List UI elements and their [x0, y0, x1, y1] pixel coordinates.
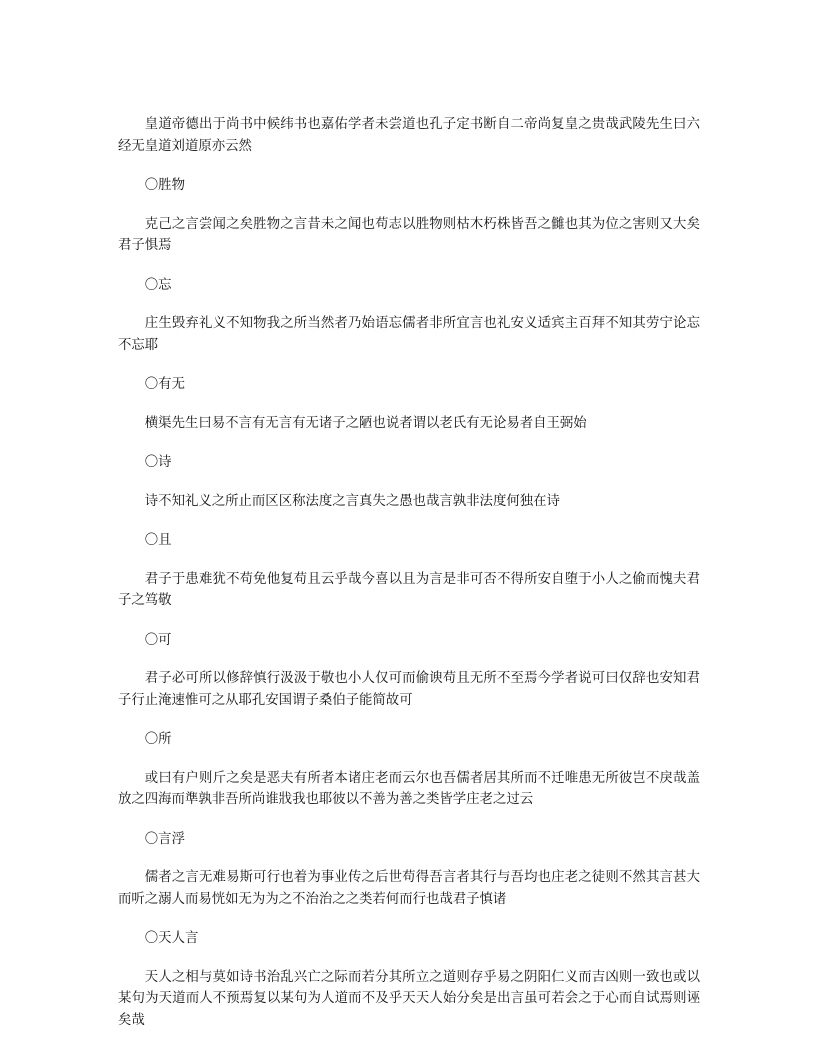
paragraph-suo: 或曰有户则斤之矣是恶夫有所者本诸庄老而云尔也吾儒者居其所而不迁唯患无所彼岂不戾哉盖放之四海而準孰非吾所尚谁戕我也耶彼以不善为善之类皆学庄老之过云	[118, 770, 700, 807]
section-heading-ke: 〇可	[144, 632, 172, 648]
paragraph-tianrenyan: 天人之相与莫如诗书治乱兴亡之际而若分其所立之道则存乎易之阴阳仁义而吉凶则一致也或以某句为天道而人不预焉复以某句为人道而不及乎天天人始分矣是出言虽可若会之于心而自试焉则诬矣哉	[118, 969, 700, 1028]
paragraph-youwu: 横渠先生曰易不言有无言有无诸子之陋也说者谓以老氏有无论易者自王弼始	[144, 415, 587, 431]
section-heading-shengwu: 〇胜物	[144, 178, 185, 193]
section-heading-wang: 〇忘	[144, 277, 172, 293]
section-heading-tianrenyan: 〇天人言	[144, 931, 199, 946]
section-heading-shi: 〇诗	[144, 455, 172, 470]
paragraph-wang: 庄生毁弃礼义不知物我之所当然者乃始语忘儒者非所宜言也礼安义适宾主百拜不知其劳宁论忘不忘耶	[118, 316, 700, 353]
paragraph-yanfu: 儒者之言无难易斯可行也着为事业传之后世苟得吾言者其行与吾均也庄老之徒则不然其言甚大而听之溺人而易恍如无为为之不治治之之类若何而行也哉君子慎诸	[118, 870, 700, 907]
section-heading-qie: 〇且	[144, 533, 172, 548]
section-heading-youwu: 〇有无	[144, 377, 185, 392]
document-body	[118, 114, 700, 1031]
paragraph-qie: 君子于患难犹不苟免他复苟且云乎哉今喜以且为言是非可否不得所安自堕于小人之偷而愧夫君子之笃敬	[118, 571, 700, 608]
paragraph-ke: 君子必可所以修辞慎行汲汲于敬也小人仅可而偷谀苟且无所不至焉今学者说可曰仅辞也安知君子行止淹速惟可之从耶孔安国谓子桑伯子能简故可	[118, 671, 700, 708]
paragraph-huangdao: 皇道帝德出于尚书中候纬书也嘉佑学者未尝道也孔子定书断自二帝尚复皇之贵哉武陵先生曰六经无皇道刘道原亦云然	[118, 117, 700, 154]
section-heading-yanfu: 〇言浮	[144, 831, 185, 847]
paragraph-shi: 诗不知礼义之所止而区区称法度之言真失之愚也哉言孰非法度何独在诗	[144, 493, 560, 509]
paragraph-shengwu: 克己之言尝闻之矣胜物之言昔未之闻也苟志以胜物则枯木朽株皆吾之雠也其为位之害则又大矣君子惧焉	[118, 216, 700, 253]
section-heading-suo: 〇所	[144, 732, 172, 747]
